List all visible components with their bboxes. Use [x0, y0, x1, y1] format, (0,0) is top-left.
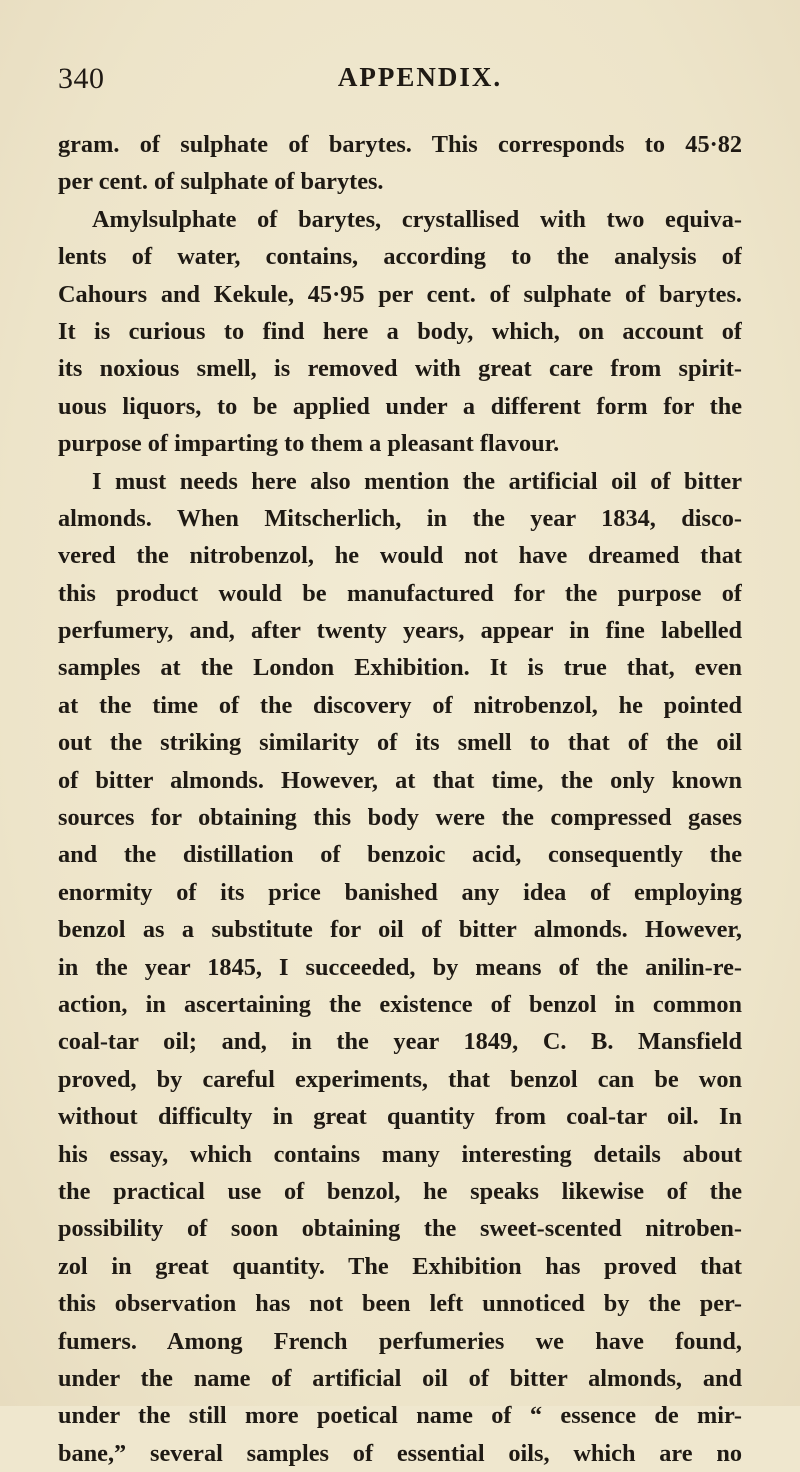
text-line: uous liquors, to be applied under a different form for the — [58, 392, 742, 420]
page-header — [58, 62, 742, 102]
text-line: under the name of artificial oil of bitter almonds, and — [58, 1364, 742, 1392]
text-line: this product would be manufactured for the purpose of — [58, 579, 742, 607]
text-line: in the year 1845, I succeeded, by means of the anilin-re- — [58, 953, 742, 981]
text-line: action, in ascertaining the existence of benzol in common — [58, 990, 742, 1018]
text-line: under the still more poetical name of “ essence de mir- — [58, 1402, 742, 1430]
running-head: APPENDIX. — [337, 62, 503, 92]
text-line: lents of water, contains, according to the analysis of — [58, 243, 742, 271]
text-line: benzol as a substitute for oil of bitter almonds. However, — [58, 916, 742, 944]
text-line: vered the nitrobenzol, he would not have dreamed that — [58, 542, 742, 570]
text-line: Cahours and Kekule, 45·95 per cent. of sulphate of barytes. — [58, 280, 742, 308]
text-line: proved, by careful experiments, that benzol can be won — [58, 1065, 742, 1093]
text-line: without difficulty in great quantity from coal-tar oil. In — [58, 1103, 742, 1131]
text-line: perfumery, and, after twenty years, appear in fine labelled — [58, 617, 742, 645]
text-line: its noxious smell, is removed with great care from spirit- — [58, 355, 742, 383]
text-line: his essay, which contains many interesting details about — [58, 1140, 742, 1168]
text-line: gram. of sulphate of barytes. This corresponds to 45·82 — [58, 131, 742, 158]
text-line: enormity of its price banished any idea of employing — [58, 878, 742, 906]
text-line: almonds. When Mitscherlich, in the year 1834, disco- — [58, 504, 742, 532]
text-line: Amylsulphate of barytes, crystallised with two equiva- — [92, 205, 742, 233]
text-line: fumers. Among French perfumeries we have found, — [58, 1327, 742, 1355]
text-line: zol in great quantity. The Exhibition has proved that — [58, 1252, 742, 1280]
text-line: samples at the London Exhibition. It is true that, even — [58, 654, 742, 682]
text-line: sources for obtaining this body were the compressed gases — [58, 804, 742, 832]
text-line: possibility of soon obtaining the sweet-scented nitroben- — [58, 1215, 742, 1243]
text-line: I must needs here also mention the artificial oil of bitter — [92, 467, 742, 495]
page-number: 340 — [58, 62, 105, 95]
text-line: this observation has not been left unnoticed by the per- — [58, 1290, 742, 1318]
text-line: per cent. of sulphate of barytes. — [58, 168, 384, 196]
text-line: purpose of imparting to them a pleasant flavour. — [58, 430, 560, 458]
text-line: and the distillation of benzoic acid, consequently the — [58, 841, 742, 869]
text-line: bane,” several samples of essential oils, which are no — [58, 1439, 742, 1467]
text-line: of bitter almonds. However, at that time, the only known — [58, 766, 742, 794]
text-line: coal-tar oil; and, in the year 1849, C. B. Mansfield — [58, 1028, 742, 1056]
text-line: the practical use of benzol, he speaks likewise of the — [58, 1177, 742, 1205]
text-line: at the time of the discovery of nitrobenzol, he pointed — [58, 691, 742, 719]
body-text — [58, 126, 742, 1472]
text-line: It is curious to find here a body, which, on account of — [58, 317, 742, 345]
text-line: out the striking similarity of its smell to that of the oil — [58, 729, 742, 757]
